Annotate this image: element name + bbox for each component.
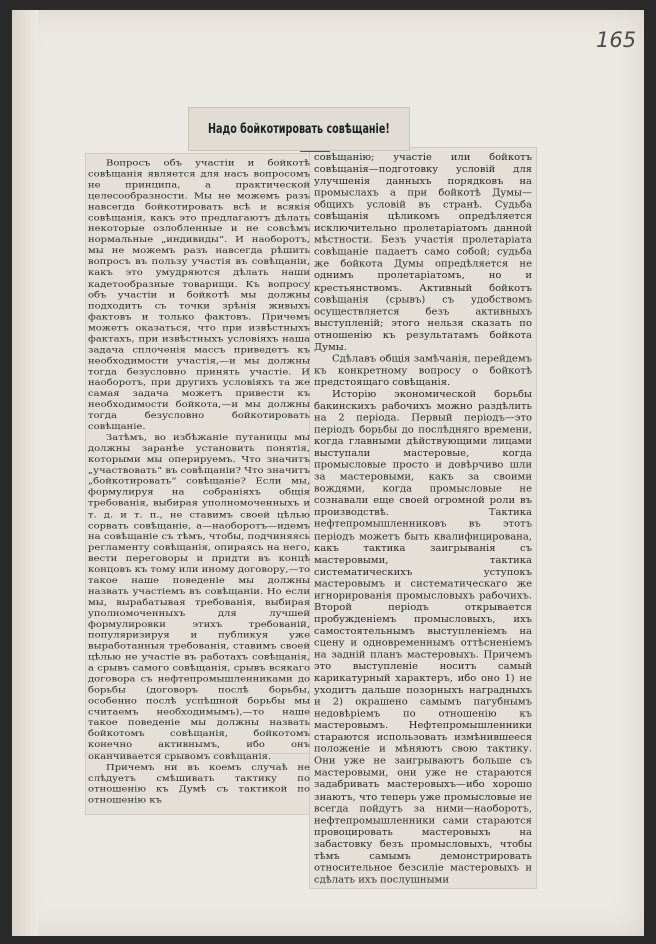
- paragraph: совѣщанію; участіе или бойкотъ совѣщанія—подготовку условій для улучшенія данныхъ порядковъ на промыслахъ а при бойкотѣ Думы—общихъ условій въ странѣ. Судьба совѣщанія цѣликомъ опредѣляется исключительно пролетаріатомъ данной мѣстности. Безъ участія пролетаріата совѣщаніе падаетъ само собой; судьба же бойкота Думы опредѣляется не однимъ пролетаріатомъ, но и крестьянствомъ. Активный бойкотъ совѣщанія (срывъ) съ удобствомъ осуществляется безъ активныхъ выступленій; этого нельзя сказать по отношенію къ результатамъ бойкота Думы.: [314, 152, 532, 353]
- paragraph: Сдѣлавъ общія замѣчанія, перейдемъ къ конкретному вопросу о бойкотѣ предстоящаго совѣщанія.: [314, 354, 532, 388]
- paragraph: Вопросъ объ участіи и бойкотѣ совѣщанія является для насъ вопросомъ не принципа, а практической целесообразности. Мы не можемъ разъ навсегда бойкотировать всѣ и всякія совѣщанія, какъ это предлагаютъ дѣлать некоторые озлобленные и не совсѣмъ нормальные „индивиды“. И наоборотъ, мы не можемъ разъ навсегда рѣшить вопросъ въ пользу участія въ совѣщаніи, какъ это умудряются дѣлать наши кадетообразные товарищи. Къ вопросу объ участіи и бойкотѣ мы должны подходить съ точки зрѣнія живыхъ фактовъ и только фактовъ. Причемъ можетъ оказаться, что при извѣстныхъ фактахъ, при извѣстныхъ условіяхъ наша задача сплоченія массъ приведетъ къ необходимости участія,—и мы должны тогда безусловно принять участіе. И наоборотъ, при другихъ условіяхъ та же самая задача можетъ привести къ необходимости бойкота,—и мы должны тогда безусловно бойкотировать совѣщаніе.: [88, 158, 310, 432]
- paragraph: Причемъ ни въ коемъ случаѣ не слѣдуетъ смѣшивать тактику по отношенію къ Думѣ съ тактикой по отношенію къ: [88, 762, 310, 805]
- page-fold-shadow: [12, 10, 38, 936]
- right-column: [314, 152, 532, 886]
- archive-page-number: 165: [596, 28, 637, 52]
- left-column: [88, 158, 310, 806]
- headline-clipping: [189, 108, 409, 150]
- paragraph: Затѣмъ, во избѣжаніе путаницы мы должны заранѣе установить понятія, которыми мы оперируемъ. Что значитъ „участвовать“ въ совѣщаніи? Что значитъ „бойкотировать“ совѣщаніе? Если мы, формулируя на собраніяхъ общія требованія, выбирая уполномоченныхъ и т. д. и т. п., не ставимъ своей цѣлью сорвать совѣщаніе, а—наоборотъ—идемъ на совѣщаніе съ тѣмъ, чтобы, подчиняясь регламенту совѣщанія, опираясь на него, вести переговоры и придти въ концѣ концовъ къ тому или иному договору,—то такое наше поведеніе мы должны назвать участіемъ въ совѣщаніи. Но если мы, вырабатывая требованія, выбирая уполномоченныхъ для лучшей формулировки этихъ требованій, популяризируя и публикуя уже выработанныя требованія, ставимъ своей цѣлью не участіе въ работахъ совѣщанія, а срывъ самого совѣщанія, срывъ всякаго договора съ нефтепромышленниками до борьбы (договоръ послѣ борьбы, особенно послѣ успѣшной борьбы мы считаемъ необходимымъ),—то наше такое поведеніе мы должны назвать бойкотомъ совѣщанія, бойкотомъ конечно активнымъ, ибо онъ оканчивается срывомъ совѣщанія.: [88, 433, 310, 762]
- paragraph: Исторію экономической борьбы бакинскихъ рабочихъ можно раздѣлить на 2 періода. Первый періодъ—это періодъ борьбы до послѣдняго времени, когда главными дѣйствующими лицами выступали мастеровые, когда промысловые просто и довѣрчиво шли за мастеровыми, какъ за своими вождями, когда промысловые не сознавали еще своей огромной роли въ производствѣ. Тактика нефтепромышленниковъ въ этотъ періодъ можетъ быть квалифицирована, какъ тактика заигрыванія съ мастеровыми, тактика систематическихъ уступокъ мастеровымъ и систематическаго же игнорированія промысловыхъ рабочихъ. Второй періодъ открывается пробужденіемъ промысловыхъ, ихъ самостоятельнымъ выступленіемъ на сцену и одновременнымъ оттѣсненіемъ на задній планъ мастеровыхъ. Причемъ это выступленіе носитъ самый карикатурный характеръ, ибо оно 1) не уходитъ дальше позорныхъ наградныхъ и 2) окрашено самымъ пагубнымъ недовѣріемъ по отношенію къ мастеровымъ. Нефтепромышленники стараются использовать измѣнившееся положеніе и мѣняютъ свою тактику. Они уже не заигрываютъ больше съ мастеровыми, они уже не стараются задабривать мастеровыхъ—ибо хорошо знаютъ, что теперь уже промысловые не всегда пойдутъ за ними—наоборотъ, нефтепромышленники сами стараются провоцировать мастеровыхъ на забастовку безъ промысловыхъ, чтобы тѣмъ самымъ демонстрировать относительное безсиліе мастеровыхъ и сдѣлать ихъ послушными: [314, 389, 532, 885]
- article-headline: Надо бойкотировать совѣщаніе!: [208, 121, 390, 137]
